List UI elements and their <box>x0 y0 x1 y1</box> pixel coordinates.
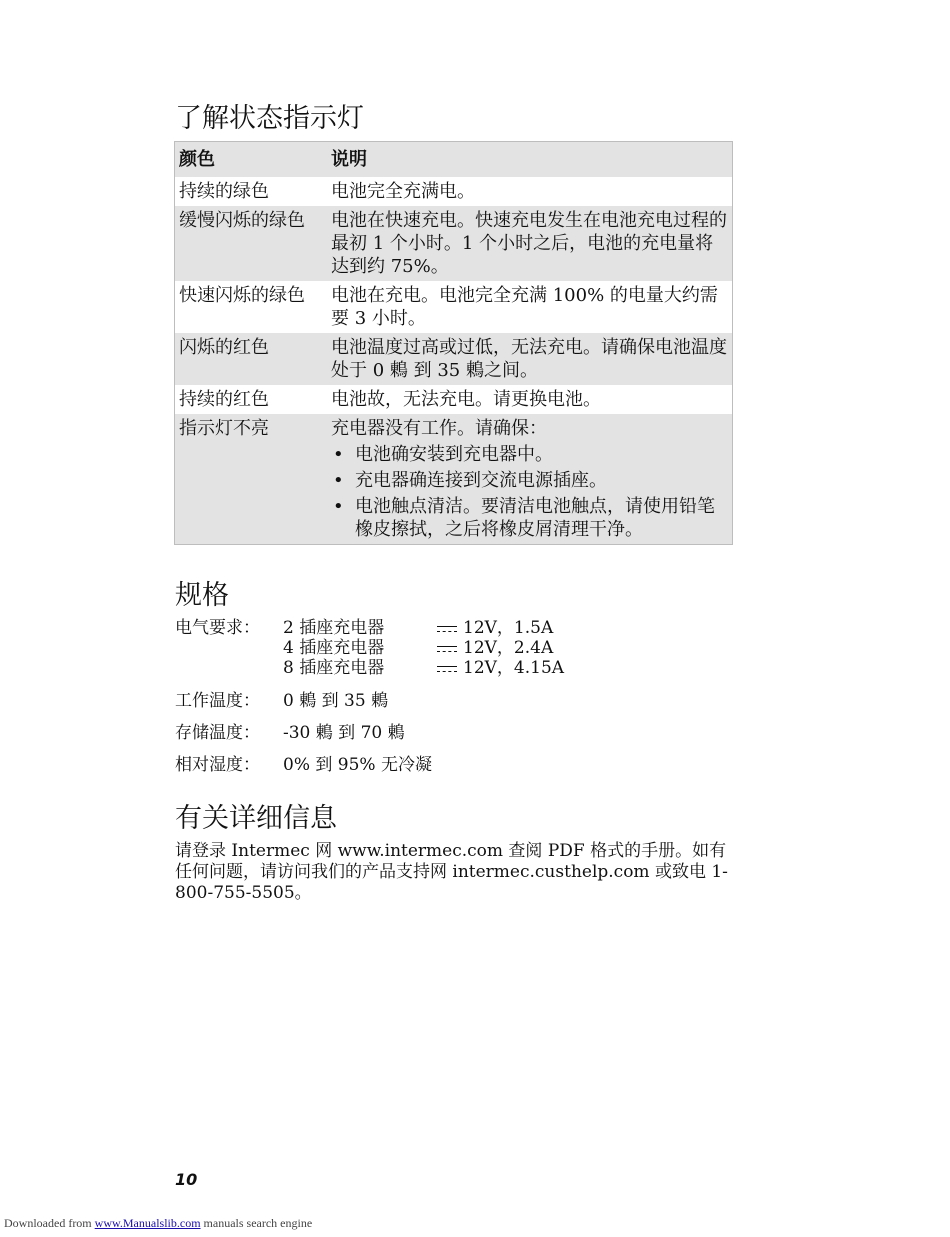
footer-suffix: manuals search engine <box>200 1216 313 1230</box>
table-row <box>175 333 733 385</box>
list-item: • 电池确安装到充电器中。 <box>331 443 728 466</box>
checklist <box>331 443 728 541</box>
spec-value: 0% 到 95% 无冷凝 <box>283 755 432 775</box>
info-section-title: 有关详细信息 <box>175 803 337 834</box>
table-row <box>175 385 733 414</box>
row-color: 指示灯不亮 <box>179 418 269 439</box>
table-row <box>175 281 733 333</box>
charger-row <box>283 638 553 658</box>
dc-symbol-icon <box>437 645 457 653</box>
charger-rating: 12V，2.4A <box>463 638 554 658</box>
spec-label: 工作温度： <box>175 691 260 711</box>
spec-value: 0 鶇 到 35 鶇 <box>283 691 389 711</box>
status-indicator-table <box>174 141 733 545</box>
charger-rating: 12V，4.15A <box>463 658 565 678</box>
charger-row <box>283 658 564 678</box>
spec-label: 存储温度： <box>175 723 260 743</box>
header-description: 说明 <box>331 149 367 170</box>
spec-label: 相对湿度： <box>175 755 260 775</box>
row-color: 缓慢闪烁的绿色 <box>179 210 305 231</box>
charger-row <box>283 618 553 638</box>
manualslib-link[interactable]: www.Manualslib.com <box>94 1216 201 1230</box>
row-description: 电池完全充满电。 <box>331 181 475 202</box>
footer-prefix: Downloaded from <box>4 1216 95 1230</box>
row-color: 闪烁的红色 <box>179 337 269 358</box>
dc-symbol-icon <box>437 665 457 673</box>
row-description <box>327 414 733 545</box>
row-description-text: 充电器没有工作。请确保： <box>331 418 547 439</box>
download-footer <box>4 1216 312 1231</box>
header-color: 颜色 <box>179 149 215 170</box>
table-row <box>175 206 733 281</box>
info-paragraph: 请登录 Intermec 网 www.intermec.com 查阅 PDF 格式的手册。如有任何问题，请访问我们的产品支持网 intermec.custhelp.com 或致电 1-800-755-5505。 <box>175 841 728 903</box>
table-row <box>175 177 733 206</box>
table-row <box>175 414 733 545</box>
row-description: 电池温度过高或过低，无法充电。请确保电池温度处于 0 鶇 到 35 鶇之间。 <box>331 337 727 381</box>
row-color: 持续的红色 <box>179 389 269 410</box>
charger-model: 8 插座充电器 <box>283 658 385 678</box>
status-section-title: 了解状态指示灯 <box>175 103 364 134</box>
row-color: 持续的绿色 <box>179 181 269 202</box>
charger-model: 2 插座充电器 <box>283 618 385 638</box>
charger-model: 4 插座充电器 <box>283 638 385 658</box>
page-number: 10 <box>175 1170 198 1189</box>
table-header-row <box>175 142 733 178</box>
specs-section-title: 规格 <box>175 580 229 611</box>
row-description: 电池在快速充电。快速充电发生在电池充电过程的最初 1 个小时。1 个小时之后，电池的充电量将达到约 75%。 <box>331 210 727 277</box>
list-item: • 电池触点清洁。要清洁电池触点，请使用铅笔橡皮擦拭，之后将橡皮屑清理干净。 <box>331 495 728 541</box>
row-color: 快速闪烁的绿色 <box>179 285 305 306</box>
charger-rating: 12V，1.5A <box>463 618 554 638</box>
row-description: 电池故，无法充电。请更换电池。 <box>331 389 601 410</box>
spec-value: -30 鶇 到 70 鶇 <box>283 723 405 743</box>
row-description: 电池在充电。电池完全充满 100% 的电量大约需要 3 小时。 <box>331 285 718 329</box>
dc-symbol-icon <box>437 625 457 633</box>
spec-label: 电气要求： <box>175 618 260 638</box>
list-item: • 充电器确连接到交流电源插座。 <box>331 469 728 492</box>
